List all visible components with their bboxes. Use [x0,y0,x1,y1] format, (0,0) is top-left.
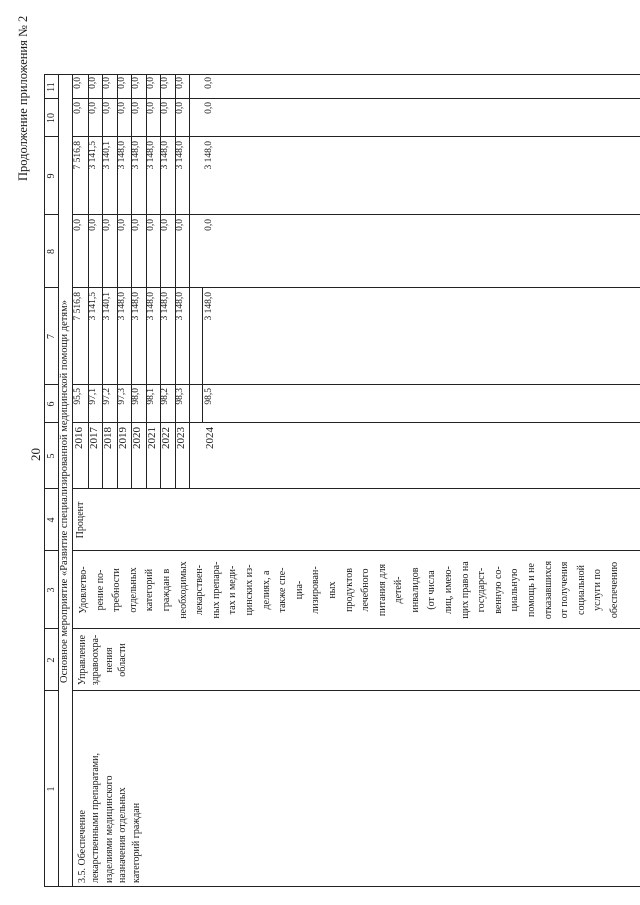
indicator-line: категорий [144,568,156,612]
year-cell: 2023 [174,427,187,449]
value-cell-c7: 3 148,0 [131,292,141,321]
value-cell-c8: 0,0 [102,219,112,231]
unit-of-measure: Процент [75,501,86,539]
col-number-3: 3 [46,587,57,593]
value-cell-c7: 7 516,8 [73,292,83,321]
indicator-line: цинских из- [243,564,255,616]
value-cell-c7: 3 148,0 [174,292,185,321]
value-cell-c6: 98,5 [204,388,214,405]
value-cell-c10: 0,0 [145,102,156,114]
indicator-line: помощь и не [526,563,538,617]
responsible-executor [76,629,130,691]
indicator-line: государст- [476,567,488,613]
year-cell: 2024 [204,427,216,449]
indicator-line: лизирован- [310,566,322,614]
indicator-line: рение по- [94,569,106,611]
value-cell-c10: 0,0 [131,102,141,114]
executor-line: Управление [77,634,88,686]
value-cell-c11: 0,0 [160,77,170,89]
indicator-line: ных [326,581,338,599]
col-border [72,214,640,215]
executor-line: нения [103,647,115,673]
activity-description [76,753,143,883]
value-cell-c6: 95,5 [73,388,83,405]
indicator-description [76,551,624,629]
col-number-4: 4 [46,517,57,523]
value-cell-c10: 0,0 [116,102,127,114]
col-border [72,287,640,288]
main-activity-title: Основное мероприятие «Развитие специализированной медицинской помощи детям» [59,300,70,683]
value-cell-c6: 97,2 [102,388,112,405]
value-cell-c7: 3 140,1 [102,292,112,321]
value-cell-c11: 0,0 [87,77,98,89]
value-cell-c8: 0,0 [87,219,98,231]
indicator-line: также спе- [277,567,289,613]
col-number-7: 7 [46,334,57,339]
indicator-line: детей- [393,576,405,604]
col-number-5: 5 [46,453,57,459]
indicator-line: требности [111,568,123,612]
indicator-line: обеспечению [609,561,620,619]
col-border [72,690,640,691]
value-cell-c6: 98,3 [174,388,185,405]
activity-line: категорий граждан [130,802,142,883]
indicator-line: услуги по [592,569,604,611]
value-cell-c9: 3 141,5 [87,141,98,170]
indicator-line: лиц, имею- [443,566,455,614]
value-cell-c11: 0,0 [204,77,214,89]
continuation-note: Продолжение приложения № 2 [16,15,30,181]
value-cell-c9: 3 148,0 [145,141,156,170]
table-right-border [44,74,640,75]
indicator-line: Удовлетво- [78,566,89,614]
value-cell-c11: 0,0 [131,77,141,89]
value-cell-c9: 3 148,0 [174,141,185,170]
value-cell-c11: 0,0 [116,77,127,89]
year-cell: 2016 [73,427,85,449]
value-cell-c9: 3 148,0 [160,141,170,170]
indicator-line: циа- [293,580,305,600]
indicator-line: ных препара- [210,561,222,619]
indicator-line: продуктов [343,568,355,612]
activity-line: лекарственными препаратами, [90,753,102,883]
value-cell-c6: 98,1 [145,388,156,405]
value-cell-c7: 3 141,5 [87,292,98,321]
indicator-line: тах и меди- [227,565,239,615]
value-cell-c8: 0,0 [174,219,185,231]
value-cell-c11: 0,0 [73,77,83,89]
years-block-border [202,288,203,423]
value-cell-c10: 0,0 [174,102,185,114]
value-cell-c11: 0,0 [174,77,185,89]
value-cell-c8: 0,0 [160,219,170,231]
value-cell-c6: 97,1 [87,388,98,405]
indicator-line: отказавшихся [542,560,554,620]
value-cell-c9: 3 148,0 [131,141,141,170]
value-cell-c10: 0,0 [102,102,112,114]
col-border [72,422,640,423]
indicator-line: (от числа [426,570,438,610]
executor-line: здравоохра- [90,634,102,686]
table-left-border [44,886,640,887]
indicator-line: щих право на [459,561,471,619]
indicator-line: питания для [376,563,388,617]
value-cell-c8: 0,0 [73,219,83,231]
year-cell: 2018 [102,427,114,449]
col-border [72,384,640,385]
value-cell-c6: 98,2 [160,388,170,405]
activity-line: изделиями медицинского [103,775,115,883]
col-border [72,98,640,99]
year-cell: 2019 [116,427,129,449]
indicator-line: отдельных [127,567,139,613]
col-number-1: 1 [46,786,57,792]
value-cell-c9: 3 148,0 [204,141,214,170]
year-row-border [189,75,190,489]
indicator-line: инвалидов [409,567,421,613]
col-number-10: 10 [46,113,57,123]
indicator-line: циальную [509,568,521,612]
value-cell-c7: 3 148,0 [160,292,170,321]
activity-line: 3.5. Обеспечение [77,810,88,883]
indicator-line: граждан в [160,568,172,612]
value-cell-c9: 3 148,0 [116,141,127,170]
value-cell-c6: 97,3 [116,388,127,405]
value-cell-c8: 0,0 [131,219,141,231]
value-cell-c9: 7 516,8 [73,141,83,170]
value-cell-c10: 0,0 [204,102,214,114]
value-cell-c7: 3 148,0 [116,292,127,321]
col-border [72,136,640,137]
value-cell-c6: 98,0 [131,388,141,405]
col-number-11: 11 [46,82,57,92]
indicator-line: социальной [575,565,587,615]
year-cell: 2017 [87,427,100,449]
value-cell-c11: 0,0 [102,77,112,89]
activity-line: назначения отдельных [117,787,129,883]
col-number-2: 2 [46,657,57,663]
indicator-line: лекарствен- [194,564,206,616]
year-cell: 2022 [160,427,172,449]
indicator-line: венную со- [492,566,504,614]
value-cell-c7: 3 148,0 [145,292,156,321]
executor-line: области [117,643,129,677]
value-cell-c11: 0,0 [145,77,156,89]
indicator-line: необходимых [177,561,189,619]
value-cell-c8: 0,0 [204,219,214,231]
col-number-8: 8 [46,249,57,254]
col-number-6: 6 [46,401,57,407]
indicator-line: лечебного [360,568,372,612]
value-cell-c10: 0,0 [160,102,170,114]
value-cell-c7: 3 148,0 [204,292,214,321]
value-cell-c10: 0,0 [87,102,98,114]
year-cell: 2021 [145,427,158,449]
value-cell-c8: 0,0 [116,219,127,231]
activity-row-border [72,75,73,887]
page-number: 20 [28,448,43,461]
indicator-line: от получения [559,561,571,619]
value-cell-c8: 0,0 [145,219,156,231]
value-cell-c9: 3 140,1 [102,141,112,170]
value-cell-c10: 0,0 [73,102,83,114]
indicator-line: делиях, а [260,570,272,610]
table-top-border [44,75,45,887]
col-number-9: 9 [46,173,57,179]
year-cell: 2020 [131,427,143,449]
